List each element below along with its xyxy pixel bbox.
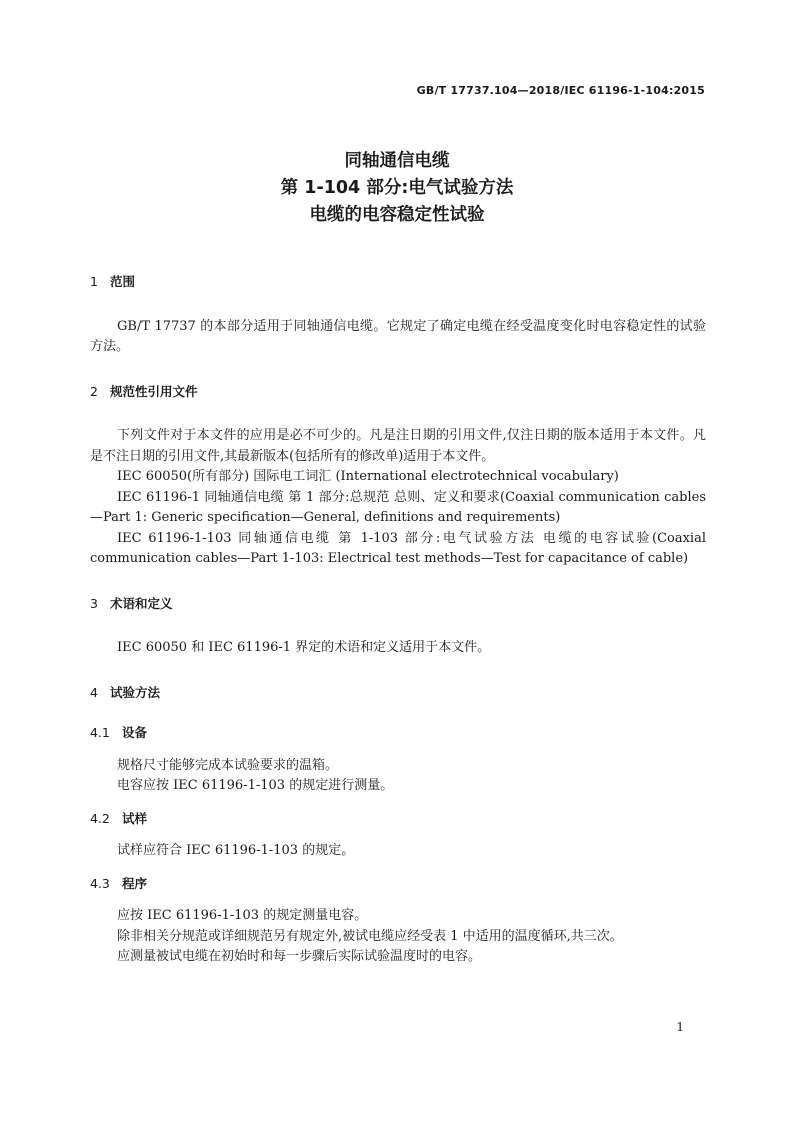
section-title: 试验方法 [110, 684, 161, 700]
title-line-2: 第 1-104 部分:电气试验方法 [280, 178, 514, 198]
section-title: 试样 [122, 810, 148, 826]
standard-number-header: GB/T 17737.104—2018/IEC 61196-1-104:2015 [416, 84, 705, 97]
section-number: 3 [90, 595, 98, 611]
section-4-1-heading [90, 723, 706, 744]
section-4-heading [90, 683, 706, 704]
document-body [90, 272, 706, 968]
section-4-2-heading [90, 809, 706, 830]
section-4-3-line-1: 应按 IEC 61196-1-103 的规定测量电容。 [117, 908, 368, 923]
section-2-heading [90, 382, 706, 403]
section-3-paragraph: IEC 60050 和 IEC 61196-1 界定的术语和定义适用于本文件。 [117, 640, 491, 655]
section-title: 范围 [110, 274, 136, 289]
section-number: 2 [90, 383, 98, 399]
reference-iec-61196-1: IEC 61196-1 同轴通信电缆 第 1 部分:总规范 总则、定义和要求(Coaxial communication cables—Part 1: Generic specification—General, definitions and requirements) [90, 489, 706, 525]
section-4-3-line-3: 应测量被试电缆在初始时和每一步骤后实际试验温度时的电容。 [117, 949, 482, 964]
section-title: 设备 [122, 725, 148, 740]
section-4-1-line-1: 规格尺寸能够完成本试验要求的温箱。 [117, 757, 339, 773]
section-number: 4.2 [90, 810, 110, 826]
title-line-3: 电缆的电容稳定性试验 [309, 205, 485, 225]
section-title: 规范性引用文件 [110, 383, 198, 399]
section-title: 术语和定义 [110, 595, 173, 611]
section-number: 4.1 [90, 725, 110, 740]
section-title: 程序 [122, 875, 148, 891]
section-number: 4.3 [90, 875, 110, 891]
section-4-3-line-2: 除非相关分规范或详细规范另有规定外,被试电缆应经受表 1 中适用的温度循环,共三次。 [117, 928, 623, 944]
section-4-1-line-2: 电容应按 IEC 61196-1-103 的规定进行测量。 [117, 778, 394, 793]
reference-iec-61196-1-103: IEC 61196-1-103 同轴通信电缆 第 1-103 部分:电气试验方法 电缆的电容试验(Coaxial communication cables—Part 1-103: Electrical test methods—Test for capacitance of cable) [90, 530, 706, 566]
title-line-1: 同轴通信电缆 [344, 151, 450, 171]
page-number: 1 [676, 1020, 684, 1034]
section-number: 4 [90, 684, 98, 700]
reference-iec-60050: IEC 60050(所有部分) 国际电工词汇 (International electrotechnical vocabulary) [117, 469, 619, 484]
section-number: 1 [90, 274, 98, 289]
section-4-2-line-1: 试样应符合 IEC 61196-1-103 的规定。 [117, 843, 355, 858]
document-title [0, 148, 794, 229]
section-3-heading [90, 594, 706, 615]
section-1-paragraph: GB/T 17737 的本部分适用于同轴通信电缆。它规定了确定电缆在经受温度变化时电容稳定性的试验方法。 [90, 318, 706, 354]
section-4-3-heading [90, 874, 706, 895]
section-1-heading [90, 272, 706, 293]
section-2-paragraph: 下列文件对于本文件的应用是必不可少的。凡是注日期的引用文件,仅注日期的版本适用于本文件。凡是不注日期的引用文件,其最新版本(包括所有的修改单)适用于本文件。 [90, 428, 706, 464]
